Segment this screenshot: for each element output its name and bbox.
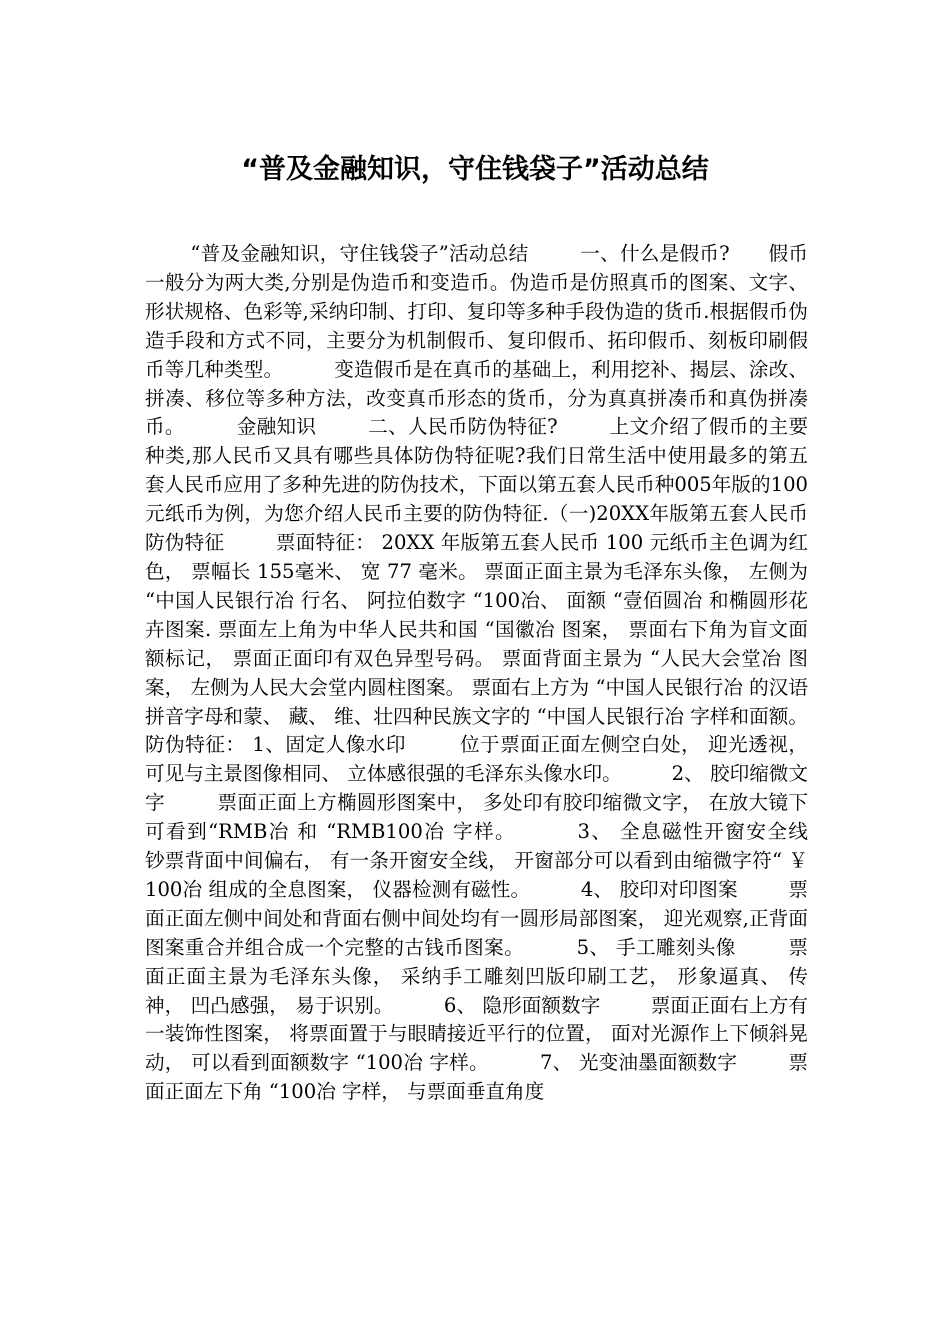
document-title: “普及金融知识，守住钱袋子”活动总结 xyxy=(241,154,709,185)
document-body-text: “普及金融知识，守住钱袋子”活动总结 一、什么是假币? 假币一般分为两大类,分别是伪造币和变造币。伪造币是仿照真币的图案、文字、形状规格、色彩等,采纳印制、打印、复印等多种手段伪造的货币.根据假币伪造手段和方式不同，主要分为机制假币、复印假币、拓印假币、刻板印刷假币等几种类型。 变造假币是在真币的基础上，利用挖补、揭层、涂改、拼凑、移位等多种方法，改变真币形态的货币，分为真真拼凑币和真伪拼凑币。 金融知识 二、人民币防伪特征? 上文介绍了假币的主要种类,那人民币又具有哪些具体防伪特征呢?我们日常生活中使用最多的第五套人民币应用了多种先进的防伪技术，下面以第五套人民币种005年版的100元纸币为例，为您介绍人民币主要的防伪特征.（一)20XX年版第五套人民币防伪特征 票面特征： 20XX 年版第五套人民币 100 元纸币主色调为红色， 票幅长 155毫米、 宽 77 毫米。 票面正面主景为毛泽东头像， 左侧为 “中国人民银行冶 行名、 阿拉伯数字 “100冶、 面额 “壹佰圆冶 和椭圆形花卉图案. 票面左上角为中华人民共和国 “国徽冶 图案， 票面右下角为盲文面额标记， 票面正面印有双色异型号码。 票面背面主景为 “人民大会堂冶 图案， 左侧为人民大会堂内圆柱图案。 票面右上方为 “中国人民银行冶 的汉语拼音字母和蒙、 藏、 维、壮四种民族文字的 “中国人民银行冶 字样和面额。 防伪特征： 1、固定人像水印 位于票面正面左侧空白处， 迎光透视， 可见与主景图像相同、 立体感很强的毛泽东头像水印。 2、 胶印缩微文字 票面正面上方椭圆形图案中， 多处印有胶印缩微文字， 在放大镜下可看到“RMB冶 和 “RMB100冶 字样。 3、 全息磁性开窗安全线 钞票背面中间偏右， 有一条开窗安全线， 开窗部分可以看到由缩微字符“ ￥ 100冶 组成的全息图案， 仪器检测有磁性。 4、 胶印对印图案 票面正面左侧中间处和背面右侧中间处均有一圆形局部图案， 迎光观察,正背面图案重合并组合成一个完整的古钱币图案。 5、 手工雕刻头像 票面正面主景为毛泽东头像， 采纳手工雕刻凹版印刷工艺， 形象逼真、 传神， 凹凸感强， 易于识别。 6、 隐形面额数字 票面正面右上方有一装饰性图案， 将票面置于与眼睛接近平行的位置， 面对光源作上下倾斜晃动， 可以看到面额数字 “100冶 字样。 7、 光变油墨面额数字 票面正面左下角 “100冶 字样， 与票面垂直角度 xyxy=(145,242,858,1104)
